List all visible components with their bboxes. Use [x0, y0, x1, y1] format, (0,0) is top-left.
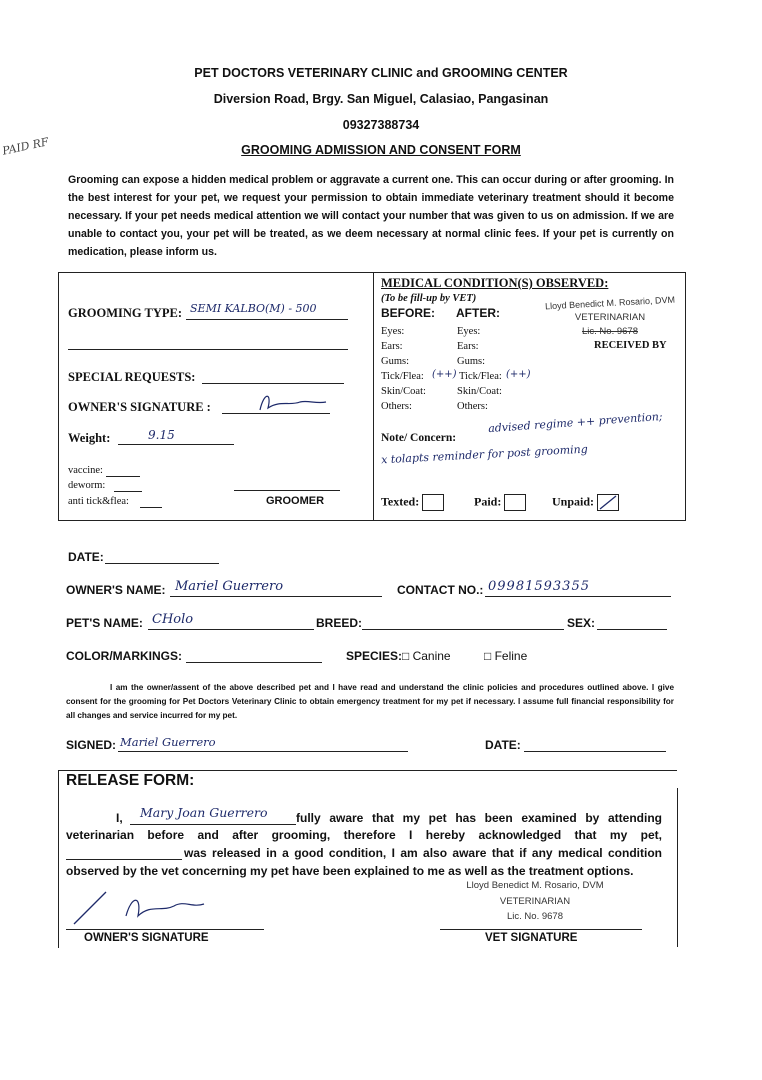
medical-title: MEDICAL CONDITION(S) OBSERVED: [381, 276, 609, 290]
margin-note: PAID RF [1, 135, 50, 158]
grooming-extra-line [68, 349, 348, 350]
release-i: I, [116, 811, 123, 825]
after-gums: Gums: [457, 356, 486, 367]
before-ears: Ears: [381, 341, 403, 352]
color-markings-line [186, 662, 322, 663]
vaccine-label: vaccine: [68, 465, 103, 476]
breed-label: BREED: [316, 616, 363, 630]
groomer-label: GROOMER [266, 495, 325, 507]
clinic-phone: 09327388734 [342, 118, 420, 132]
before-tick-flea: Tick/Flea: [381, 371, 424, 382]
paid-checkbox[interactable] [504, 494, 526, 511]
weight-value: 9.15 [148, 428, 175, 442]
color-markings-label: COLOR/MARKINGS: [66, 649, 182, 663]
vaccine-line [106, 476, 140, 477]
vet-signature-line [440, 929, 642, 930]
signed-date-label: DATE: [485, 738, 521, 752]
before-gums: Gums: [381, 356, 410, 367]
release-name-line [130, 824, 296, 825]
weight-line [118, 444, 234, 445]
note-line-1: advised regime ++ prevention; [487, 409, 663, 436]
grooming-type-value: SEMI KALBO(M) - 500 [190, 302, 317, 315]
contact-label: CONTACT NO.: [397, 583, 484, 597]
vet-stamp-name: Lloyd Benedict M. Rosario, DVM [544, 294, 676, 312]
release-name-value: Mary Joan Guerrero [140, 805, 268, 820]
contact-value: 09981593355 [488, 579, 590, 594]
vet-signature-label: VET SIGNATURE [485, 932, 578, 944]
paid-field[interactable] [474, 494, 526, 511]
date-line [105, 563, 219, 564]
contact-line [485, 596, 671, 597]
release-right-edge [677, 788, 678, 947]
note-label: Note/ Concern: [381, 432, 457, 444]
clinic-address: Diversion Road, Brgy. San Miguel, Calasiao, Pangasinan [213, 92, 549, 106]
vet-stamp-lic: Lic. No. 9678 [582, 326, 638, 337]
release-pet-line [66, 859, 182, 860]
sex-label: SEX: [567, 616, 596, 630]
owner-release-signature-label: OWNER'S SIGNATURE [84, 932, 209, 944]
medical-subtitle: (To be fill-up by VET) [381, 293, 477, 304]
after-skin-coat: Skin/Coat: [457, 386, 502, 397]
species-label: SPECIES: [346, 649, 403, 663]
special-requests-label: SPECIAL REQUESTS: [68, 370, 196, 384]
intro-paragraph: Grooming can expose a hidden medical problem or aggravate a current one. This can occur during or after grooming. In the best interest for your pet, we request your permission to obtain immediate veterinary treatment should it become necessary. If your pet needs medical attention we will contact your number that was given to us on admission. If we are unable to contact you, your pet will be treated, as we deem necessary at normal clinic fees. If your pet is currently on medication, please inform us. [68, 174, 674, 258]
unpaid-check-mark [598, 495, 618, 510]
deworm-line [114, 491, 142, 492]
owner-name-line [170, 596, 382, 597]
before-skin-coat: Skin/Coat: [381, 386, 426, 397]
owner-release-signature [66, 886, 216, 930]
signed-date-line [524, 751, 666, 752]
after-ears: Ears: [457, 341, 479, 352]
texted-label: Texted: [381, 494, 420, 509]
owner-release-signature-line [66, 929, 264, 930]
before-tick-mark: (++) [432, 369, 457, 380]
release-line-3: was released in a good condition, I am also aware that if any medical condition [184, 846, 662, 860]
unpaid-checkbox[interactable] [597, 494, 619, 511]
paid-label: Paid: [474, 494, 502, 509]
release-stamp-lic: Lic. No. 9678 [507, 911, 563, 922]
owner-name-label: OWNER'S NAME: [66, 583, 166, 597]
note-line-2: x tolapts reminder for post grooming [380, 442, 589, 467]
signed-line [118, 751, 408, 752]
vet-stamp-title: VETERINARIAN [574, 312, 646, 323]
pet-name-value: CHolo [152, 612, 194, 627]
signed-value: Mariel Guerrero [120, 735, 216, 749]
unpaid-label: Unpaid: [552, 494, 595, 509]
groomer-line [234, 490, 340, 491]
release-line-4: observed by the vet concerning my pet have been explained to me as well as the treatment options. [66, 864, 634, 878]
signed-label: SIGNED: [66, 738, 117, 752]
owner-name-value: Mariel Guerrero [175, 579, 284, 594]
release-line-2: veterinarian before and after grooming, therefore I hereby acknowledged that my pet, [66, 828, 662, 842]
species-canine-option[interactable]: □ Canine [402, 649, 451, 663]
release-stamp-name: Lloyd Benedict M. Rosario, DVM [466, 880, 604, 891]
received-by-label: RECEIVED BY [594, 340, 667, 351]
pet-name-label: PET'S NAME: [66, 616, 143, 630]
owner-signature-scribble [250, 390, 330, 416]
species-feline-option[interactable]: □ Feline [484, 649, 528, 663]
date-label: DATE: [68, 550, 104, 564]
clinic-name: PET DOCTORS VETERINARY CLINIC and GROOMING CENTER [194, 66, 568, 80]
texted-checkbox[interactable] [422, 494, 444, 511]
release-stamp-title: VETERINARIAN [499, 896, 571, 907]
before-label: BEFORE: [381, 306, 435, 320]
grooming-type-line [186, 319, 348, 320]
panel-divider [373, 272, 374, 520]
before-eyes: Eyes: [381, 326, 405, 337]
before-others: Others: [381, 401, 412, 412]
release-title: RELEASE FORM: [66, 772, 195, 789]
weight-label: Weight: [68, 431, 111, 445]
release-line-1: fully aware that my pet has been examined by attending [296, 811, 662, 825]
form-title: GROOMING ADMISSION AND CONSENT FORM [241, 143, 521, 157]
consent-text: I am the owner/assent of the above described pet and I have read and understand the clinic policies and procedures outlined above. I give consent for the grooming for Pet Doctors Veterinary Clinic to obtain emergency treatment for my pet if necessary. I assume full financial responsibility for all changes and service incurred for my pet. [66, 683, 674, 720]
breed-line [362, 629, 564, 630]
pet-name-line [148, 629, 314, 630]
after-others: Others: [457, 401, 488, 412]
tick-flea-line [140, 507, 162, 508]
after-label: AFTER: [456, 306, 500, 320]
grooming-type-label: GROOMING TYPE: [68, 306, 183, 320]
tick-flea-label: anti tick&flea: [68, 496, 129, 507]
after-tick-mark: (++) [506, 369, 531, 380]
after-tick-flea: Tick/Flea: [459, 371, 502, 382]
owner-signature-label: OWNER'S SIGNATURE : [68, 400, 211, 414]
after-eyes: Eyes: [457, 326, 481, 337]
sex-line [597, 629, 667, 630]
texted-field[interactable] [381, 494, 444, 511]
special-requests-line [202, 383, 344, 384]
unpaid-field[interactable] [552, 494, 619, 511]
deworm-label: deworm: [68, 480, 106, 491]
